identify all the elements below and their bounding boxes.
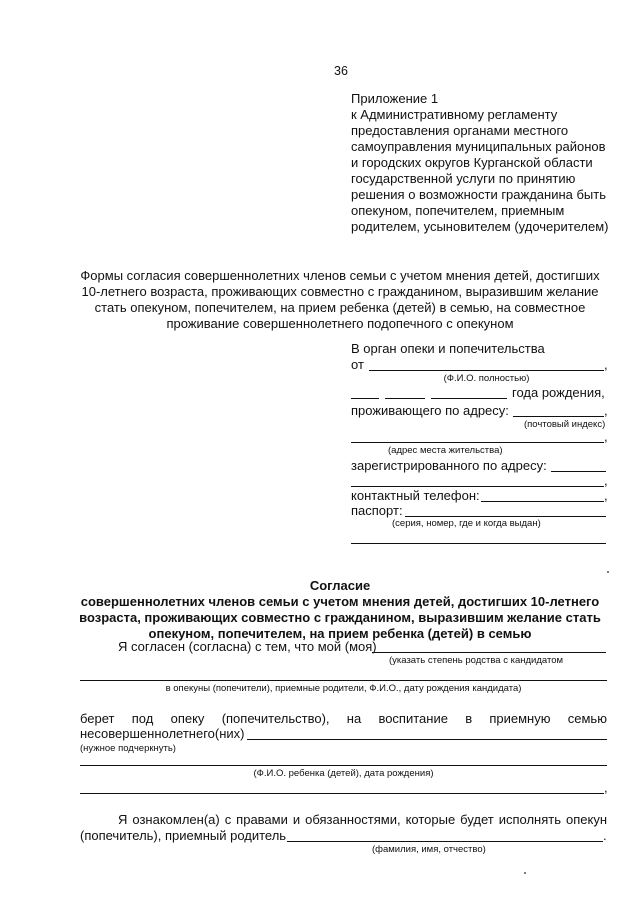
consent-title [60, 578, 620, 642]
appendix-line: решения о возможности гражданина быть [351, 187, 607, 202]
passport-caption: (серия, номер, где и когда выдан) [392, 518, 541, 529]
fio-field[interactable] [369, 370, 604, 371]
child-caption: (Ф.И.О. ребенка (детей), дата рождения) [253, 768, 434, 779]
appendix-header [351, 91, 613, 235]
candidate-field[interactable] [80, 680, 607, 681]
registered-label: зарегистрированного по адресу: [351, 458, 547, 473]
postcode-caption: (почтовый индекс) [524, 419, 606, 430]
consent-heading: Согласие [309, 578, 371, 593]
fio-caption: (Ф.И.О. полностью) [443, 373, 530, 384]
comma: , [604, 403, 608, 418]
takes-word: семью [567, 711, 607, 726]
birth-year-field[interactable] [431, 398, 507, 399]
registered-address-field-2[interactable] [351, 486, 604, 487]
addressee-organ: В орган опеки и попечительства [351, 341, 545, 356]
passport-field-2[interactable] [351, 543, 606, 544]
period: . [603, 828, 607, 843]
forms-title-line: Формы согласия совершеннолетних членов семьи с учетом мнения детей, достигших [80, 268, 600, 283]
acquainted-text-2: (попечитель), приемный родитель [80, 828, 287, 843]
residence-caption: (адрес места жительства) [388, 445, 503, 456]
registered-address-field[interactable] [551, 471, 606, 472]
appendix-line: родителем, усыновителем (удочерителем) [351, 219, 609, 234]
appendix-title: Приложение 1 [351, 91, 439, 106]
takes-word: берет [80, 711, 115, 726]
appendix-line: самоуправления муниципальных районов [351, 139, 606, 154]
appendix-line: опекуном, попечителем, приемным [351, 203, 565, 218]
acquainted-text: Я ознакомлен(а) с правами и обязанностями, которые будет исполнять опекун [118, 812, 607, 827]
appendix-line: к Административному регламенту [351, 107, 558, 122]
takes-word: в [465, 711, 473, 726]
forms-title-line: проживание совершеннолетнего подопечного с опекуном [166, 316, 514, 331]
forms-title-line: стать опекуном, попечителем, на прием ребенка (детей) в семью, на совместное [94, 300, 586, 315]
takes-word: воспитание [378, 711, 448, 726]
postcode-field[interactable] [513, 416, 604, 417]
takes-word: под [131, 711, 154, 726]
child-field-2[interactable] [80, 793, 604, 794]
child-field[interactable] [80, 765, 607, 766]
page-number: 36 [334, 64, 348, 78]
takes-word: приемную [489, 711, 551, 726]
scan-speck [607, 571, 609, 573]
comma: , [604, 429, 608, 444]
appendix-line: предоставления органами местного [351, 123, 569, 138]
birth-day-field[interactable] [351, 398, 379, 399]
agree-text: Я согласен (согласна) с тем, что мой (моя) [118, 639, 377, 654]
passport-field[interactable] [405, 516, 606, 517]
takes-guardianship-line [80, 711, 607, 727]
comma: , [604, 357, 608, 372]
comma: , [604, 780, 608, 795]
relation-caption: (указать степень родства с кандидатом [389, 655, 564, 666]
comma: , [604, 473, 608, 488]
forms-title [70, 268, 610, 332]
consent-subtitle-line: совершеннолетних членов семьи с учетом мнения детей, достигших 10-летнего [80, 594, 600, 609]
consent-subtitle-line: возраста, проживающих совместно с гражданином, выразившим желание стать [79, 610, 601, 625]
phone-field[interactable] [481, 501, 604, 502]
consent-subtitle-line: опекуном, попечителем, на прием ребенка (детей) в семью [148, 626, 532, 641]
phone-label: контактный телефон: [351, 488, 480, 503]
appendix-line: и городских округов Курганской области [351, 155, 593, 170]
relation-field[interactable] [372, 652, 606, 653]
residing-label: проживающего по адресу: [351, 403, 509, 418]
passport-label: паспорт: [351, 503, 403, 518]
parent-name-field[interactable] [287, 841, 603, 842]
appendix-line: государственной услуги по принятию [351, 171, 576, 186]
birth-month-field[interactable] [385, 398, 425, 399]
birth-year-label: года рождения, [512, 385, 605, 400]
minor-label: несовершеннолетнего(них) [80, 726, 245, 741]
minor-field[interactable] [247, 739, 607, 740]
addressee-from-label: от [351, 357, 364, 372]
underline-note: (нужное подчеркнуть) [80, 743, 176, 754]
comma: , [604, 488, 608, 503]
name-caption: (фамилия, имя, отчество) [372, 844, 486, 855]
residence-address-field[interactable] [351, 442, 604, 443]
takes-word: (попечительство), [221, 711, 330, 726]
takes-word: на [346, 711, 362, 726]
scan-speck [524, 872, 526, 874]
forms-title-line: 10-летнего возраста, проживающих совместно с гражданином, выразившим желание [81, 284, 599, 299]
takes-word: опеку [170, 711, 205, 726]
role-caption: в опекуны (попечители), приемные родители, Ф.И.О., дату рождения кандидата) [165, 683, 522, 694]
